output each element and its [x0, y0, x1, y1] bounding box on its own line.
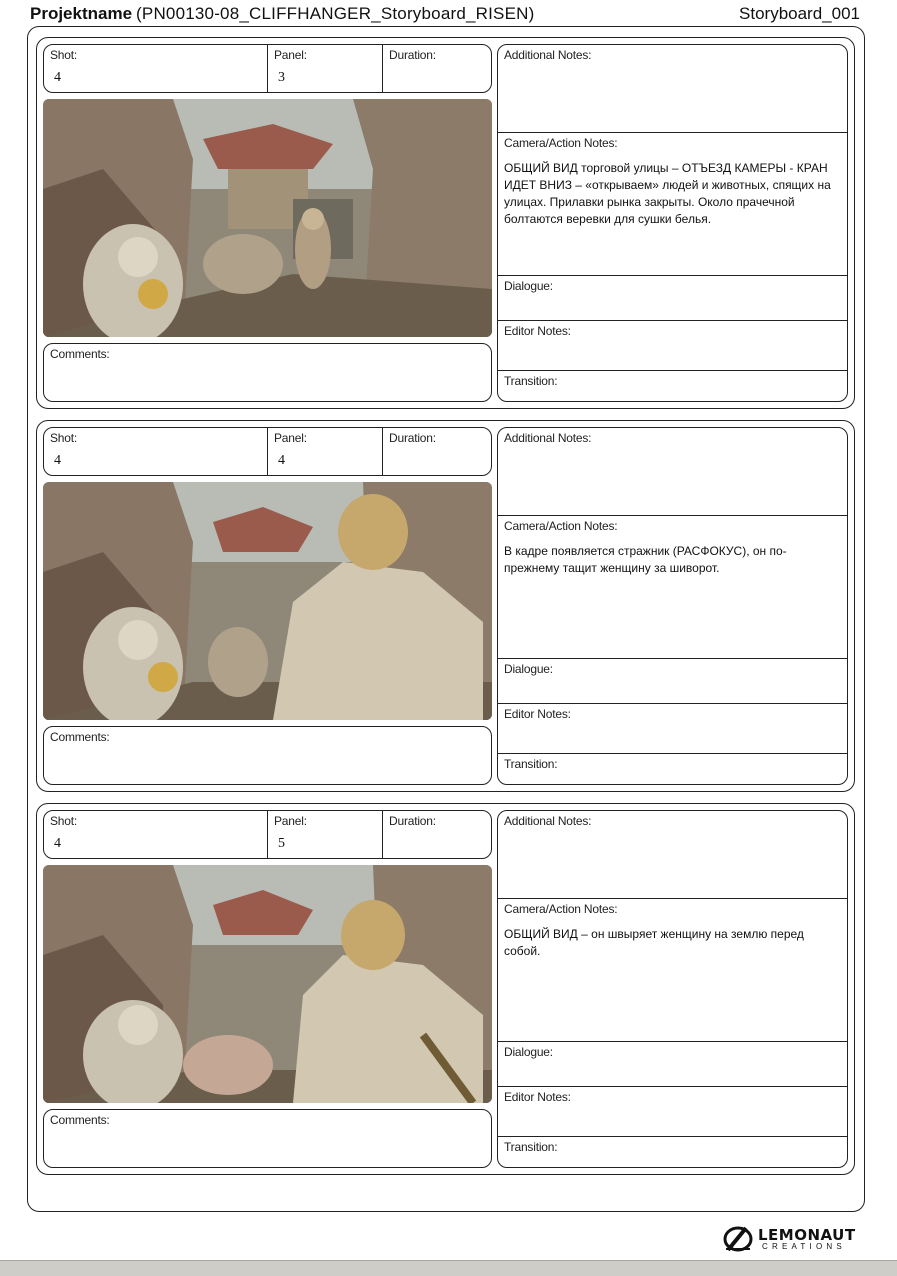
additional-notes-label: Additional Notes:	[504, 431, 592, 445]
transition-section[interactable]	[498, 371, 847, 402]
duration-label: Duration:	[389, 814, 436, 828]
shot-cell	[44, 811, 268, 858]
duration-label: Duration:	[389, 48, 436, 62]
lemonaut-logo-icon	[722, 1225, 754, 1253]
camera-notes-section[interactable]	[498, 899, 847, 1042]
comments-label: Comments:	[50, 347, 110, 361]
additional-notes-section[interactable]	[498, 45, 847, 133]
camera-notes-label: Camera/Action Notes:	[504, 519, 618, 533]
storyboard-panel-1	[36, 37, 855, 409]
storyboard-frame-image	[43, 99, 492, 337]
shot-label: Shot:	[50, 48, 78, 62]
editor-notes-section[interactable]	[498, 704, 847, 754]
editor-notes-label: Editor Notes:	[504, 324, 571, 338]
editor-notes-label: Editor Notes:	[504, 707, 571, 721]
dialogue-section[interactable]	[498, 276, 847, 321]
panel-cell	[268, 811, 383, 858]
notes-column	[497, 44, 848, 402]
shot-cell	[44, 45, 268, 92]
shot-value: 4	[54, 836, 61, 851]
shot-label: Shot:	[50, 431, 78, 445]
storyboard-frame-image	[43, 865, 492, 1103]
logo-subtitle: CREATIONS	[762, 1242, 846, 1251]
transition-label: Transition:	[504, 374, 558, 388]
dialogue-label: Dialogue:	[504, 1045, 553, 1059]
additional-notes-label: Additional Notes:	[504, 814, 592, 828]
project-name: (PN00130-08_CLIFFHANGER_Storyboard_RISEN)	[136, 4, 535, 23]
storyboard-panel-2	[36, 420, 855, 792]
transition-label: Transition:	[504, 1140, 558, 1154]
panel-label: Panel:	[274, 431, 307, 445]
panel-label: Panel:	[274, 814, 307, 828]
camera-notes-label: Camera/Action Notes:	[504, 136, 618, 150]
shot-label: Shot:	[50, 814, 78, 828]
editor-notes-section[interactable]	[498, 321, 847, 371]
panel-label: Panel:	[274, 48, 307, 62]
shot-info-row	[43, 44, 492, 93]
project-label: Projektname	[30, 4, 133, 23]
additional-notes-section[interactable]	[498, 428, 847, 516]
comments-box[interactable]	[43, 726, 492, 785]
editor-notes-section[interactable]	[498, 1087, 847, 1137]
camera-notes-section[interactable]	[498, 133, 847, 276]
lemonaut-logo	[722, 1225, 867, 1253]
transition-label: Transition:	[504, 757, 558, 771]
notes-column	[497, 810, 848, 1168]
shot-info-row	[43, 810, 492, 859]
duration-label: Duration:	[389, 431, 436, 445]
logo-name: LEMONAUT	[758, 1226, 856, 1244]
duration-cell	[383, 428, 491, 475]
comments-label: Comments:	[50, 1113, 110, 1127]
camera-notes-label: Camera/Action Notes:	[504, 902, 618, 916]
transition-section[interactable]	[498, 754, 847, 785]
panel-cell	[268, 45, 383, 92]
camera-notes-section[interactable]	[498, 516, 847, 659]
camera-notes-text: В кадре появляется стражник (РАСФОКУС), он по-прежнему тащит женщину за шиворот.	[504, 544, 787, 575]
shot-value: 4	[54, 453, 61, 468]
shot-info-row	[43, 427, 492, 476]
dialogue-section[interactable]	[498, 659, 847, 704]
comments-label: Comments:	[50, 730, 110, 744]
panel-value: 5	[278, 836, 285, 851]
comments-box[interactable]	[43, 1109, 492, 1168]
additional-notes-section[interactable]	[498, 811, 847, 899]
editor-notes-label: Editor Notes:	[504, 1090, 571, 1104]
storyboard-panel-3	[36, 803, 855, 1175]
duration-cell	[383, 811, 491, 858]
page-header	[30, 4, 860, 28]
dialogue-label: Dialogue:	[504, 662, 553, 676]
camera-notes-text: ОБЩИЙ ВИД торговой улицы – ОТЪЕЗД КАМЕРЫ - КРАН ИДЕТ ВНИЗ – «открываем» людей и животных, спящих на улицах. Прилавки рынка закрыты. Около прачечной болтаются веревки для сушки белья.	[504, 161, 831, 226]
comments-box[interactable]	[43, 343, 492, 402]
page-footer-bar	[0, 1260, 897, 1276]
additional-notes-label: Additional Notes:	[504, 48, 592, 62]
panel-value: 4	[278, 453, 285, 468]
transition-section[interactable]	[498, 1137, 847, 1168]
shot-cell	[44, 428, 268, 475]
dialogue-label: Dialogue:	[504, 279, 553, 293]
camera-notes-text: ОБЩИЙ ВИД – он швыряет женщину на землю перед собой.	[504, 927, 804, 958]
duration-cell	[383, 45, 491, 92]
dialogue-section[interactable]	[498, 1042, 847, 1087]
panel-cell	[268, 428, 383, 475]
storyboard-id: Storyboard_001	[739, 4, 860, 23]
panel-value: 3	[278, 70, 285, 85]
notes-column	[497, 427, 848, 785]
storyboard-frame-image	[43, 482, 492, 720]
shot-value: 4	[54, 70, 61, 85]
